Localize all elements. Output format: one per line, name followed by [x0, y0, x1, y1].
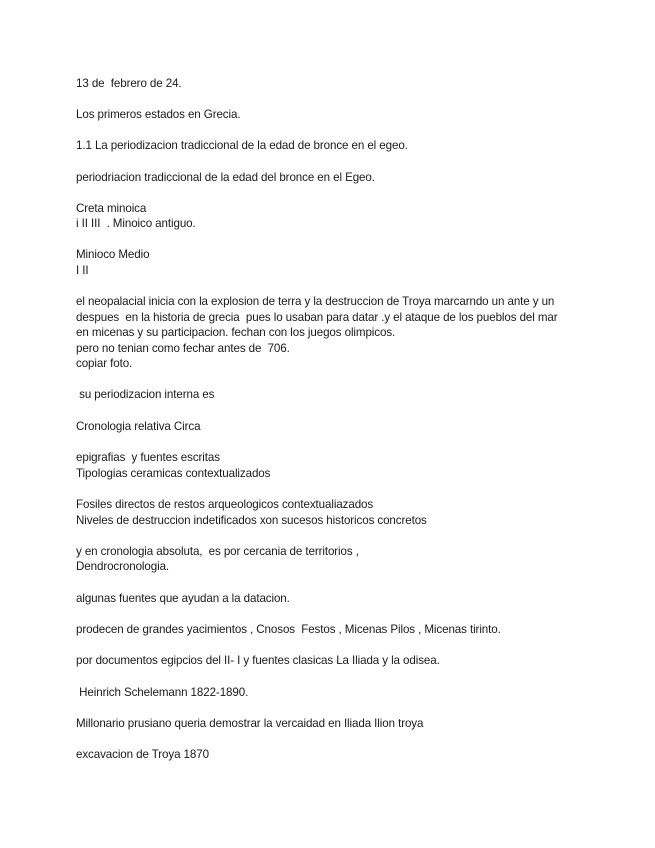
paragraph-line: el neopalacial inicia con la explosion de terra y la destruccion de Troya marcarndo un ante y un: [76, 295, 555, 308]
paragraph-line: en micenas y su participacion. fechan con los juegos olimpicos.: [76, 326, 396, 339]
schliemann-line: Heinrich Schelemann 1822-1890.: [76, 686, 249, 699]
absolute-chronology-line: y en cronologia absoluta, es por cercania de territorios ,: [76, 545, 359, 558]
archaeological-sites: prodecen de grandes yacimientos , Cnosos Festos , Micenas Pilos , Micenas tirinto.: [76, 623, 501, 636]
subheading: periodriacion tradiccional de la edad del bronce en el Egeo.: [76, 171, 375, 184]
paragraph-line: pero no tenian como fechar antes de 706.: [76, 342, 290, 355]
fossils-line: Niveles de destruccion indetificados xon sucesos historicos concretos: [76, 514, 427, 527]
documentary-sources: por documentos egipcios del II- I y fuentes clasicas La Iliada y la odisea.: [76, 654, 440, 667]
absolute-chronology-line: Dendrocronologia.: [76, 560, 170, 573]
sources-line: epigrafias y fuentes escritas: [76, 451, 220, 464]
excavation-line: excavacion de Troya 1870: [76, 748, 209, 761]
sources-line: Tipologias ceramicas contextualizados: [76, 467, 271, 480]
paragraph-line: despues en la historia de grecia pues lo usaban para datar .y el ataque de los pueblos del mar: [76, 311, 558, 324]
document-title: Los primeros estados en Grecia.: [76, 108, 241, 121]
creta-title: Creta minoica: [76, 202, 147, 215]
document-date: 13 de febrero de 24.: [76, 77, 182, 90]
minoico-medio-phases: I II: [76, 264, 89, 277]
periodization-intro: su periodizacion interna es: [76, 388, 215, 401]
section-heading: 1.1 La periodizacion tradiccional de la edad de bronce en el egeo.: [76, 139, 408, 152]
relative-chronology: Cronologia relativa Circa: [76, 420, 201, 433]
paragraph-line: copiar foto.: [76, 357, 133, 370]
fossils-line: Fosiles directos de restos arqueologicos contextualiazados: [76, 498, 374, 511]
creta-phases: i II III . Minoico antiguo.: [76, 217, 196, 230]
millionaire-line: Millonario prusiano queria demostrar la vercaidad en Iliada Ilion troya: [76, 717, 424, 730]
dating-sources: algunas fuentes que ayudan a la datacion.: [76, 592, 290, 605]
minoico-medio-title: Minioco Medio: [76, 248, 150, 261]
